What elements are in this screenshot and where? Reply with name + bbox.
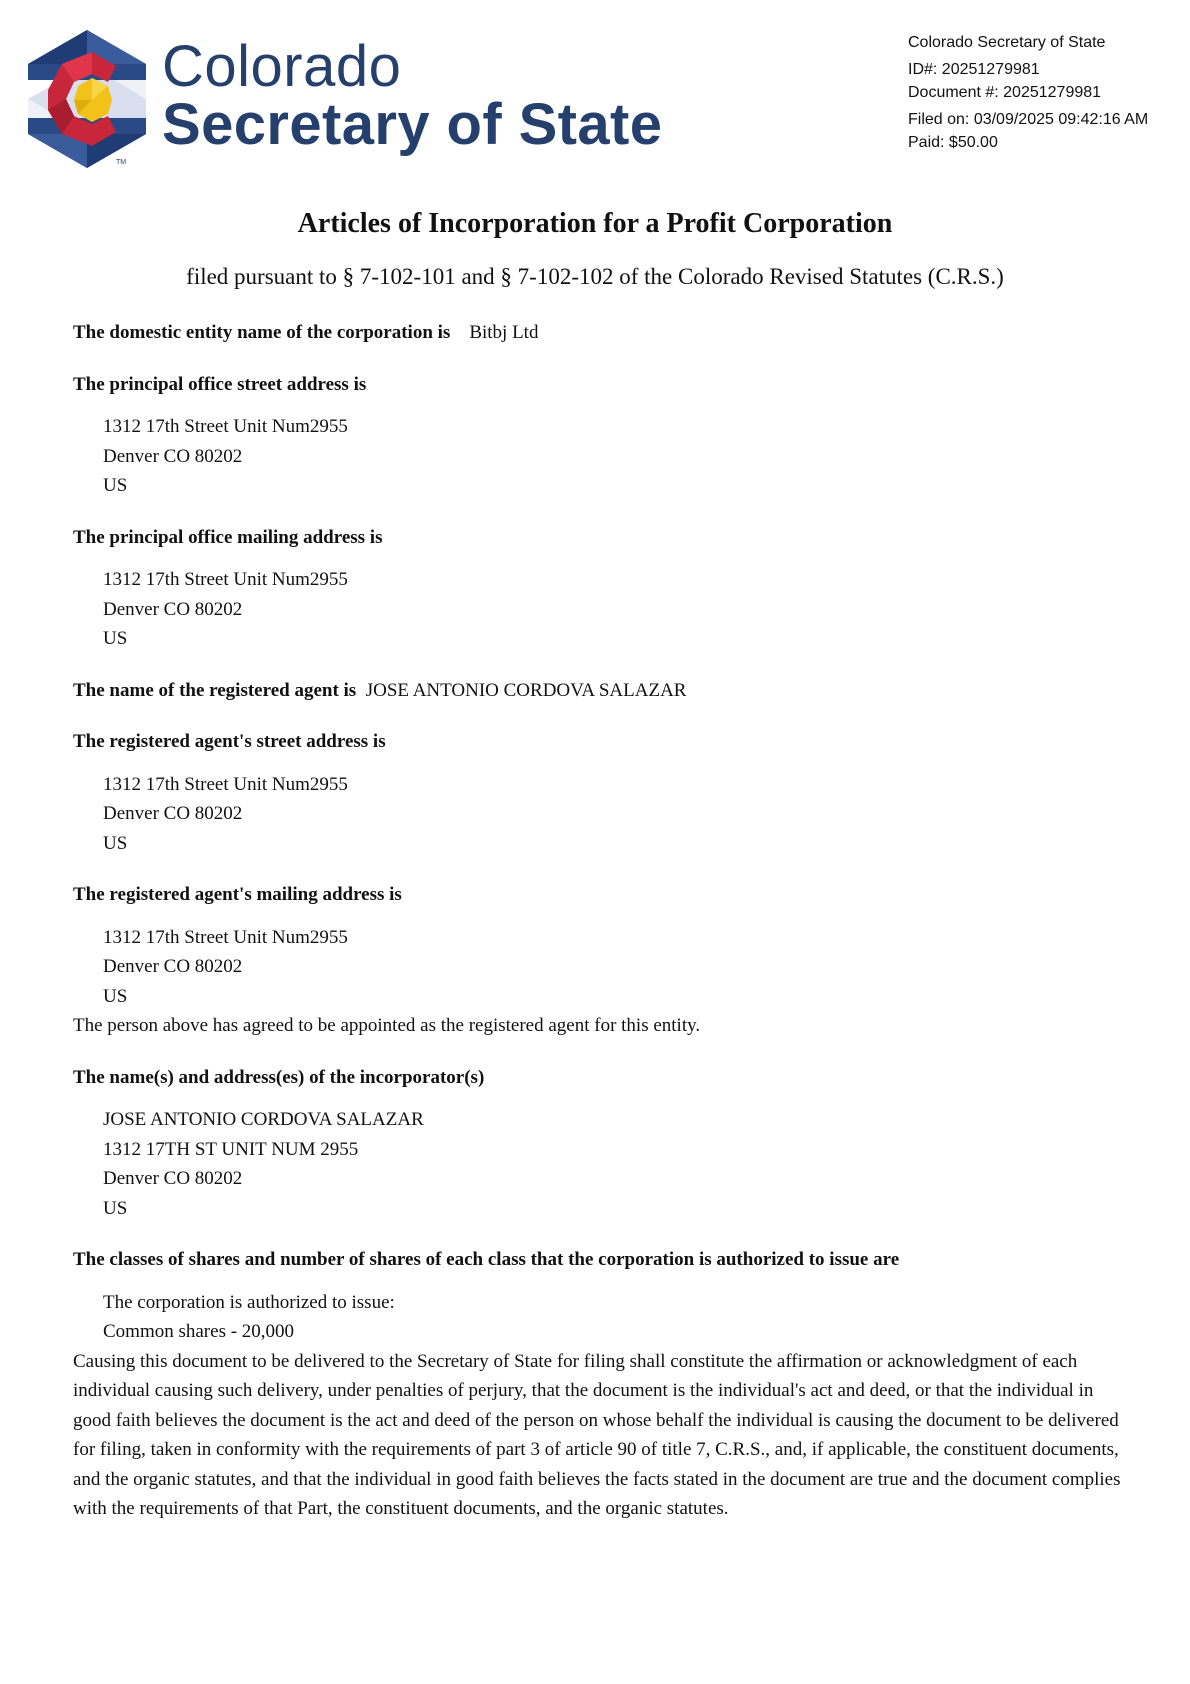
principal-street-label: The principal office street address is xyxy=(73,373,367,395)
principal-street-address xyxy=(103,412,1133,501)
agent-mailing-label: The registered agent's mailing address is xyxy=(73,884,402,905)
agent-mailing-section xyxy=(73,880,1133,1011)
address-line: Denver CO 80202 xyxy=(103,803,243,824)
registered-agent-row xyxy=(73,676,1133,706)
incorporators-section xyxy=(73,1063,1133,1224)
address-line: 1312 17th Street Unit Num2955 xyxy=(103,773,348,795)
incorporator-line: Denver CO 80202 xyxy=(103,1168,243,1189)
agent-mailing-address xyxy=(103,923,1133,1012)
address-line: US xyxy=(103,985,128,1007)
shares-details xyxy=(103,1288,1133,1347)
address-line: US xyxy=(103,475,128,496)
registered-agent-name: JOSE ANTONIO CORDOVA SALAZAR xyxy=(365,679,687,701)
address-line: US xyxy=(103,832,128,854)
logo-wordmark-colorado: Colorado xyxy=(162,34,402,99)
colorado-sos-logo xyxy=(22,28,662,170)
colorado-flag-hexagon-icon xyxy=(22,28,152,170)
filed-on: Filed on: 03/09/2025 09:42:16 AM xyxy=(908,111,1149,128)
address-line: Denver CO 80202 xyxy=(103,956,243,977)
filing-office: Colorado Secretary of State xyxy=(908,34,1106,51)
agent-street-address xyxy=(103,770,1133,859)
filing-id: ID#: 20251279981 xyxy=(908,61,1040,78)
entity-name-label: The domestic entity name of the corporation is xyxy=(73,322,451,343)
address-line: Denver CO 80202 xyxy=(103,445,243,467)
principal-mailing-address xyxy=(103,565,1133,654)
filing-info xyxy=(908,31,1178,154)
document-body xyxy=(73,318,1133,1524)
shares-section xyxy=(73,1245,1133,1347)
incorporator-line: 1312 17TH ST UNIT NUM 2955 xyxy=(103,1138,359,1160)
logo-wordmark-secretary-of-state: Secretary of State xyxy=(162,92,663,157)
agent-street-section xyxy=(73,727,1133,858)
document-title: Articles of Incorporation for a Profit Corporation xyxy=(297,208,893,239)
agent-consent-statement: The person above has agreed to be appointed as the registered agent for this entity. xyxy=(73,1015,701,1036)
address-line: US xyxy=(103,628,128,649)
entity-name-row xyxy=(73,318,1133,348)
document-subtitle: filed pursuant to § 7-102-101 and § 7-102-102 of the Colorado Revised Statutes (C.R.S.) xyxy=(186,264,1004,289)
principal-mailing-section xyxy=(73,523,1133,654)
incorporators-label: The name(s) and address(es) of the incorporator(s) xyxy=(73,1066,485,1088)
document-number: Document #: 20251279981 xyxy=(908,84,1102,101)
address-line: 1312 17th Street Unit Num2955 xyxy=(103,416,348,437)
incorporator-line: US xyxy=(103,1197,128,1219)
principal-street-section xyxy=(73,370,1133,501)
trademark-mark: TM xyxy=(116,159,127,166)
shares-label: The classes of shares and number of shares of each class that the corporation is authorized to issue are xyxy=(73,1249,900,1270)
affirmation-statement: Causing this document to be delivered to the Secretary of State for filing shall constitute the affirmation or acknowledgment of each individual causing such delivery, under penalties of perjury, that the document is the individual's act and deed, or that the individual in good faith believes the document is the act and deed of the person on whose behalf the individual is causing the document to be delivered for filing, taken in conformity with the requirements of part 3 of article 90 of title 7, C.R.S., and, if applicable, the constituent documents, and the organic statutes, and that the individual in good faith believes the facts stated in the document are true and the document complies with the requirements of that Part, the constituent documents, and the organic statutes. xyxy=(73,1350,1121,1519)
address-line: 1312 17th Street Unit Num2955 xyxy=(103,569,348,590)
address-line: 1312 17th Street Unit Num2955 xyxy=(103,926,348,948)
shares-line: The corporation is authorized to issue: xyxy=(103,1291,395,1313)
address-line: Denver CO 80202 xyxy=(103,598,243,620)
paid-amount: Paid: $50.00 xyxy=(908,134,998,151)
principal-mailing-label: The principal office mailing address is xyxy=(73,526,383,548)
agent-street-label: The registered agent's street address is xyxy=(73,731,386,752)
entity-name-value: Bitbj Ltd xyxy=(469,322,539,343)
incorporator-details xyxy=(103,1105,1133,1223)
incorporator-line: JOSE ANTONIO CORDOVA SALAZAR xyxy=(103,1109,424,1130)
registered-agent-label: The name of the registered agent is xyxy=(73,679,357,701)
shares-line: Common shares - 20,000 xyxy=(103,1321,295,1342)
